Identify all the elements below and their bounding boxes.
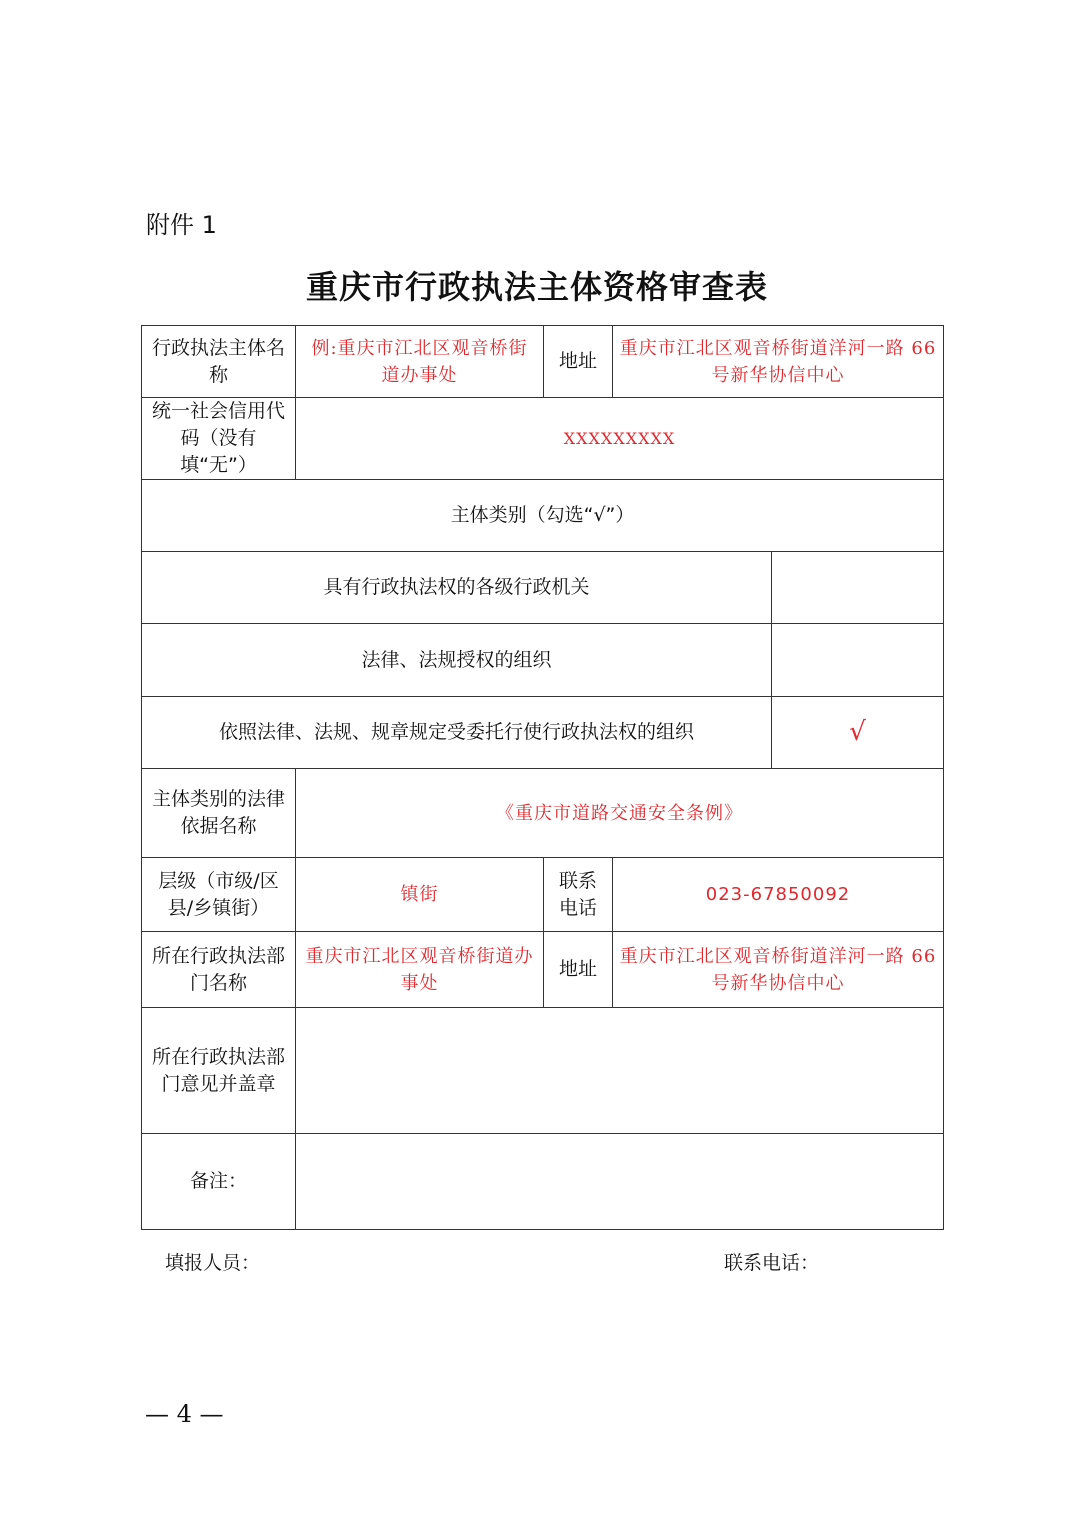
category-check-cell[interactable] bbox=[772, 624, 944, 697]
review-form-table bbox=[141, 325, 944, 1230]
phone-label: 联系电话 bbox=[544, 858, 613, 932]
dept-name-value[interactable]: 重庆市江北区观音桥街道办事处 bbox=[296, 932, 544, 1008]
phone-value[interactable]: 023-67850092 bbox=[613, 858, 944, 932]
legal-basis-value[interactable]: 《重庆市道路交通安全条例》 bbox=[296, 769, 944, 858]
attachment-label: 附件 1 bbox=[146, 211, 217, 239]
dept-opinion-label: 所在行政执法部门意见并盖章 bbox=[142, 1008, 296, 1134]
category-check-cell[interactable]: √ bbox=[772, 697, 944, 769]
credit-code-value[interactable]: XXXXXXXXX bbox=[296, 398, 944, 480]
page-number: — 4 — bbox=[145, 1400, 224, 1428]
category-header: 主体类别（勾选“√”） bbox=[142, 480, 944, 552]
contact-phone-label: 联系电话： bbox=[724, 1252, 820, 1274]
page-title: 重庆市行政执法主体资格审查表 bbox=[305, 268, 768, 306]
category-label: 依照法律、法规、规章规定受委托行使行政执法权的组织 bbox=[142, 697, 772, 769]
legal-basis-label: 主体类别的法律依据名称 bbox=[142, 769, 296, 858]
dept-address-value[interactable]: 重庆市江北区观音桥街道洋河一路 66 号新华协信中心 bbox=[613, 932, 944, 1008]
entity-name-label: 行政执法主体名称 bbox=[142, 326, 296, 398]
category-check-cell[interactable] bbox=[772, 552, 944, 624]
remarks-field[interactable] bbox=[296, 1134, 944, 1230]
category-label: 法律、法规授权的组织 bbox=[142, 624, 772, 697]
remarks-label: 备注： bbox=[142, 1134, 296, 1230]
dept-address-label: 地址 bbox=[544, 932, 613, 1008]
dept-opinion-field[interactable] bbox=[296, 1008, 944, 1134]
level-value[interactable]: 镇街 bbox=[296, 858, 544, 932]
category-label: 具有行政执法权的各级行政机关 bbox=[142, 552, 772, 624]
entity-name-value[interactable]: 例:重庆市江北区观音桥街道办事处 bbox=[296, 326, 544, 398]
level-label: 层级（市级/区县/乡镇街） bbox=[142, 858, 296, 932]
credit-code-label: 统一社会信用代码（没有填“无”） bbox=[142, 398, 296, 480]
dept-name-label: 所在行政执法部门名称 bbox=[142, 932, 296, 1008]
filler-label: 填报人员： bbox=[165, 1252, 261, 1274]
address-value[interactable]: 重庆市江北区观音桥街道洋河一路 66 号新华协信中心 bbox=[613, 326, 944, 398]
address-label: 地址 bbox=[544, 326, 613, 398]
